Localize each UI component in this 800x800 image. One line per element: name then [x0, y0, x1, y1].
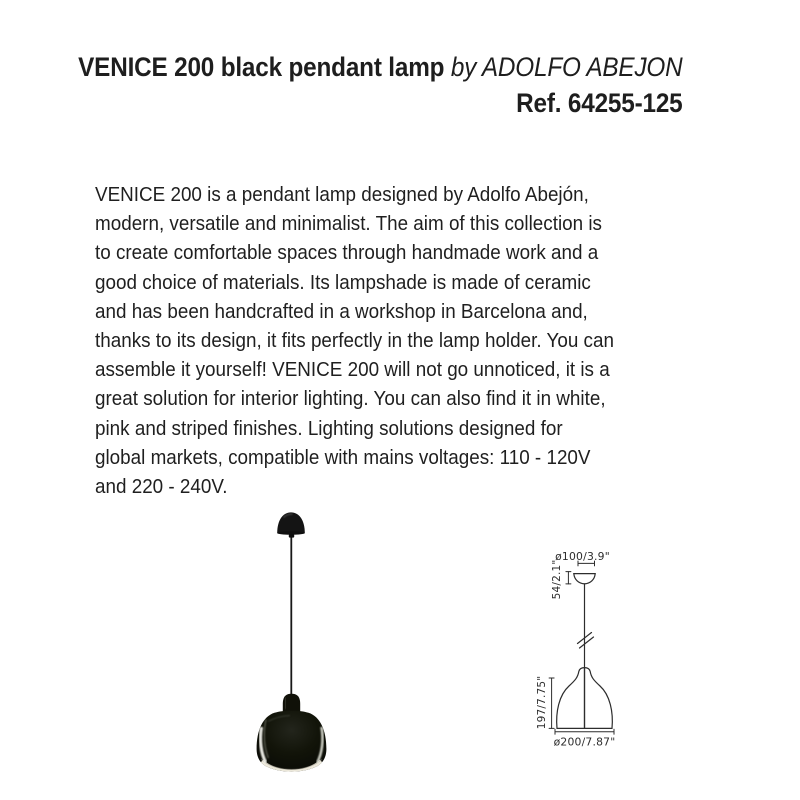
description-line: and has been handcrafted in a workshop in Barcelona and,: [95, 299, 588, 323]
canopy-outline: [574, 574, 595, 584]
shade-height-label: 197/7.75": [536, 675, 548, 730]
cable-line: [578, 584, 594, 668]
product-photo: [230, 505, 370, 775]
product-reference: Ref. 64255-125: [516, 88, 683, 118]
description-line: great solution for interior lighting. You can also find it in white,: [95, 387, 606, 411]
description-line: pink and striped finishes. Lighting solutions designed for: [95, 416, 563, 440]
dimension-drawing: [530, 535, 705, 760]
canopy-diameter-label: ø100/3.9": [555, 550, 610, 563]
product-description: [95, 180, 614, 501]
description-line: global markets, compatible with mains voltages: 110 - 120V: [95, 445, 591, 469]
shade-height-dimension: [549, 678, 554, 728]
shade-outline: [557, 668, 613, 729]
shade-diameter-label: ø200/7.87": [553, 735, 616, 749]
lamp-canopy: [277, 512, 305, 537]
description-line: modern, versatile and minimalist. The aim of this collection is: [95, 212, 602, 236]
description-line: good choice of materials. Its lampshade is made of ceramic: [95, 270, 591, 294]
canopy-height-dimension: [566, 572, 571, 584]
description-line: and 220 - 240V.: [95, 475, 228, 499]
shade-diameter-dimension: [555, 729, 614, 734]
canopy-height-label: 54/2.1": [551, 559, 563, 600]
description-line: to create comfortable spaces through handmade work and a: [95, 241, 599, 265]
lamp-shade: [257, 711, 327, 772]
description-line: thanks to its design, it fits perfectly in the lamp holder. You can: [95, 329, 614, 353]
lamp-cable: [290, 533, 292, 695]
description-line: assemble it yourself! VENICE 200 will not go unnoticed, it is a: [95, 358, 610, 382]
description-line: VENICE 200 is a pendant lamp designed by Adolfo Abejón,: [95, 183, 589, 206]
product-title-line: [79, 49, 683, 85]
product-designer: by ADOLFO ABEJON: [451, 52, 683, 82]
product-title: VENICE 200 black pendant lamp: [78, 52, 445, 82]
product-title-block: [79, 49, 683, 121]
